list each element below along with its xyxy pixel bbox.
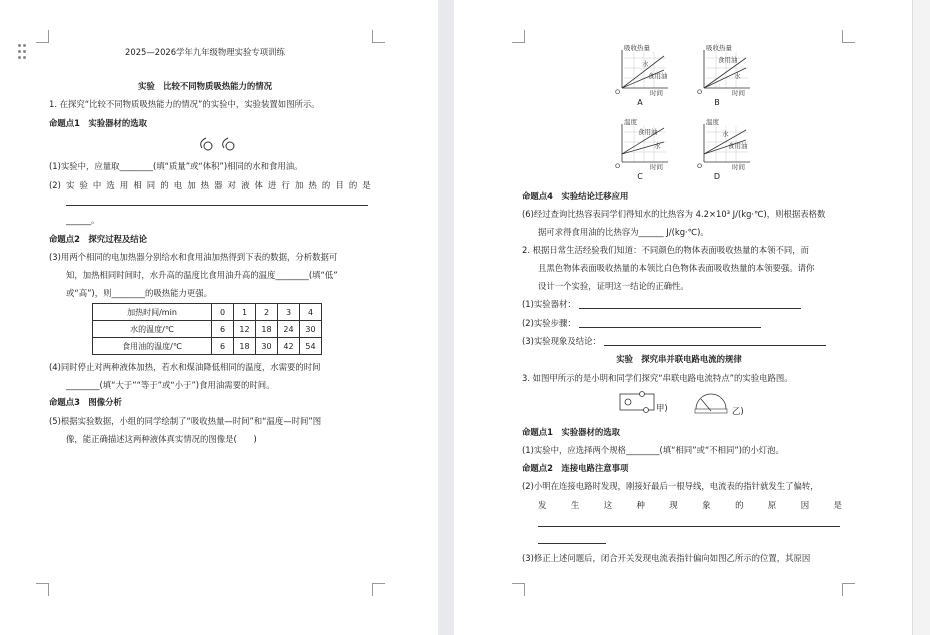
document-page-1 [0,0,438,635]
question-c1: (1)实验中，应选择两个规格________(填“相同”或“不相同”)的小灯泡。 [522,445,784,455]
answer-line [579,308,801,309]
table-cell: 4 [300,304,322,321]
table-cell: 0 [212,304,234,321]
question-2-3-label: (3)实验现象及结论： [522,336,601,346]
table-cell: 3 [278,304,300,321]
figure-label-yi: 乙) [732,406,744,416]
table-cell: 加热时间/min [93,304,212,321]
page-gap [438,0,454,635]
question-6-line-1: (6)经过查询比热容表同学们得知水的比热容为 4.2×10³ J/(kg·℃)，则根据表格数 [522,209,826,219]
table-cell: 水的温度/℃ [93,321,212,338]
crop-mark [36,30,49,43]
vertical-scrollbar[interactable] [912,0,930,635]
crop-mark [842,30,855,43]
origin-label: O [697,88,703,96]
table-cell: 1 [234,304,256,321]
point-heading-1: 命题点1 实验器材的选取 [49,118,147,128]
point-heading-c1: 命题点1 实验器材的选取 [522,427,620,437]
question-2-2-label: (2)实验步骤： [522,318,576,328]
series-label-oil: 食用油 [638,128,658,136]
answer-line [538,526,840,527]
graph-caption: A [637,98,643,107]
table-cell: 42 [278,338,300,355]
x-axis-label: 时间 [650,89,663,96]
question-6-line-2: 据可求得食用油的比热容为______ J/(kg·℃)。 [538,227,709,237]
y-axis-label: 温度 [706,118,719,126]
heater-apparatus-figure [196,134,240,154]
question-3-line-3: 或“高”)，则________的吸热能力更强。 [66,288,212,298]
crop-mark [372,30,385,43]
question-1-intro: 1. 在探究“比较不同物质吸热能力的情况”的实验中，实验装置如图所示。 [49,99,320,109]
ammeter-dial-yi [692,389,730,415]
table-cell: 24 [278,321,300,338]
data-table [92,303,322,355]
answer-line-tail: ______。 [66,215,100,225]
question-1-1: (1)实验中，应量取________(填“质量”或“体积”)相同的水和食用油。 [49,161,303,171]
crop-mark [512,30,525,43]
question-2-line-3: 设计一个实验，证明这一结论的正确性。 [538,281,689,291]
question-3-line-2: 知，加热相同时间时，水升高的温度比食用油升高的温度________(填“低” [66,270,338,280]
graph-caption: D [713,172,721,181]
table-cell: 2 [256,304,278,321]
graph-b [694,44,756,96]
origin-label: O [615,88,621,96]
point-heading-2: 命题点2 探究过程及结论 [49,234,147,244]
question-2-line-2: 且黑色物体表面吸收热量的本领比白色物体表面吸收热量的本领要强。请你 [538,263,815,273]
y-axis-label: 温度 [624,118,637,126]
series-label-oil: 食用油 [728,142,748,150]
question-c2-line-1: (2)小明在连接电路时发现，刚接好最后一根导线，电流表的指针就发生了偏转， [522,481,819,491]
series-label-water: 水 [722,130,729,138]
table-cell: 6 [212,338,234,355]
question-3-intro: 3. 如图甲所示的是小明和同学们探究“串联电路电流特点”的实验电路图。 [522,373,793,383]
drag-handle-icon[interactable] [18,44,27,60]
table-cell: 18 [234,338,256,355]
answer-line [604,345,826,346]
circuit-diagram-jia [618,391,656,413]
question-c3-line-1: (3)修正上述问题后，闭合开关发现电流表指针偏向如图乙所示的位置，其原因 [522,553,811,563]
answer-line [66,205,368,206]
series-label-water: 水 [734,72,741,80]
question-2-1-label: (1)实验器材： [522,299,576,309]
crop-mark [842,583,855,596]
figure-label-jia: 甲) [656,403,668,413]
answer-line [538,543,606,544]
series-label-water: 水 [654,142,661,150]
graph-caption: B [714,98,720,107]
question-5-line-2: 像，能正确描述这两种液体真实情况的图像是( ) [66,434,257,444]
question-5-line-1: (5)根据实验数据，小组的同学绘制了“吸收热量—时间”和“温度—时间”图 [49,416,322,426]
table-cell: 30 [256,338,278,355]
graph-a [612,44,674,96]
point-heading-c2: 命题点2 连接电路注意事项 [522,463,629,473]
question-1-2: (2) 实 验 中 选 用 相 同 的 电 加 热 器 对 液 体 进 行 加 热 的 目 的 是 [49,180,371,190]
graph-c [612,118,674,170]
table-row [93,321,322,338]
document-page-2 [454,0,912,635]
point-heading-4: 命题点4 实验结论迁移应用 [522,191,629,201]
crop-mark [512,583,525,596]
table-row [93,338,322,355]
x-axis-label: 时间 [732,89,745,96]
table-cell: 54 [300,338,322,355]
section-title: 实验 比较不同物质吸热能力的情况 [138,81,272,91]
table-cell: 食用油的温度/℃ [93,338,212,355]
table-cell: 18 [256,321,278,338]
y-axis-label: 吸收热量 [624,44,650,52]
table-row [93,304,322,321]
series-label-oil: 食用油 [648,72,668,80]
series-label-oil: 食用油 [718,56,738,64]
page-header: 2025—2026学年九年级物理实验专项训练 [125,47,285,57]
graph-caption: C [637,172,643,181]
x-axis-label: 时间 [732,163,745,170]
graph-d [694,118,756,170]
table-cell: 30 [300,321,322,338]
x-axis-label: 时间 [650,163,663,170]
question-c2-line-2: 发 生 这 种 现 象 的 原 因 是 [538,500,842,510]
table-cell: 12 [234,321,256,338]
answer-line [579,327,761,328]
section-title-2: 实验 探究串并联电路电流的规律 [616,354,742,364]
crop-mark [36,583,49,596]
series-label-water: 水 [642,60,649,68]
question-3-line-1: (3)用两个相同的电加热器分别给水和食用油加热得到下表的数据，分析数据可 [49,252,338,262]
origin-label: O [697,162,703,170]
question-4-line-1: (4)同时停止对两种液体加热，若水和煤油降低相同的温度，水需要的时间 [49,362,321,372]
origin-label: O [615,162,621,170]
table-cell: 6 [212,321,234,338]
question-2-line-1: 2. 根据日常生活经验我们知道：不同颜色的物体表面吸收热量的本领不同，而 [522,245,810,255]
y-axis-label: 吸收热量 [706,44,732,52]
crop-mark [372,583,385,596]
point-heading-3: 命题点3 图像分析 [49,397,122,407]
question-4-line-2: ________(填“大于”“等于”或“小于”)食用油需要的时间。 [66,380,275,390]
